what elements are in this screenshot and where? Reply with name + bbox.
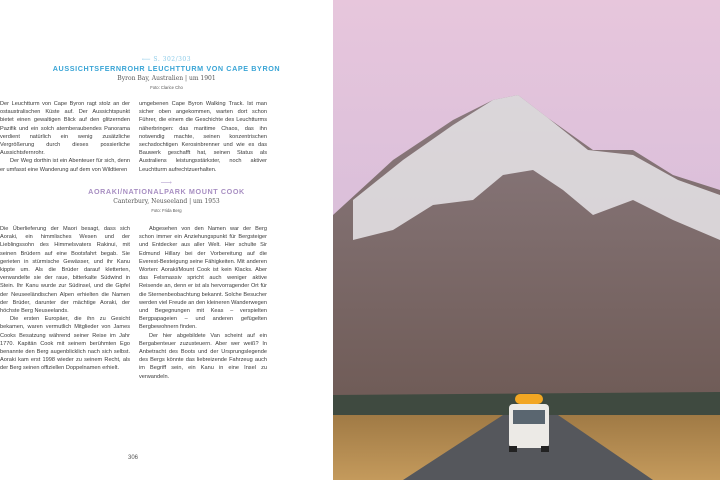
paragraph: Der Weg dorthin ist ein Abenteuer für sich, denn er umfasst eine Wanderung auf dem von Wildtieren bbox=[0, 158, 130, 173]
paragraph: Der hier abgebildete Van scheint auf ein Bergabenteuer zuzusteuern. Aber wer weiß? In Anbetracht des Boots und der Ursprungslegende des Bergs könnte das liebreizende Fahrzeug auch im Begriff sein, ein Kanu in eine Insel zu verwandeln. bbox=[139, 332, 267, 380]
entry-header-mount-cook bbox=[0, 178, 333, 213]
mount-cook-photo bbox=[333, 0, 720, 480]
entry-title: AORAKI/NATIONALPARK MOUNT COOK bbox=[88, 187, 245, 196]
photo-credit: Foto: Clarice Cho bbox=[150, 85, 183, 90]
paragraph: umgebenen Cape Byron Walking Track. Ist man sicher oben angekommen, warten dort schon Führer, die einem die Geschichte des Leuchtturms näherbringen: das maritime Chaos, das ihn notwendig machte, seinen konzentrischen sechsdochtigen Kerosinbrenner und wie es das Bauwerk geschafft hat, seinen Status als Australiens leistungsstärkster, noch aktiver Leuchtturm aufrechtzuerhalten. bbox=[139, 101, 267, 173]
page-number: 306 bbox=[128, 455, 139, 461]
paragraph: Die ersten Europäer, die ihn zu Gesicht bekamen, waren vermutlich Mitglieder von James Cooks Besatzung während seiner Reise im Jahr 1770. Kapitän Cook mit seinem berühmten Ego benannte den Berg augenblicklich nach sich selbst. Aoraki kam erst 1998 wieder zu seinem Recht, als der Berg seinen offiziellen Doppelnamen erhielt. bbox=[0, 316, 130, 372]
text-column-1 bbox=[0, 225, 130, 373]
page-reference: ⟵ S. 302/303 bbox=[141, 56, 192, 63]
entry-location: Canterbury, Neuseeland | um 1953 bbox=[113, 198, 220, 205]
kayak bbox=[515, 394, 543, 404]
photo-credit: Foto: Frida Berg bbox=[151, 208, 182, 213]
paragraph: Der Leuchtturm von Cape Byron ragt stolz an der ostaustralischen Küste auf. Der Aussichtspunkt bietet einen gewaltigen Blick auf den glitzernden Pazifik und ein solch atemberaubendes Panorama verdient natürlich ein wenig zusätzliche Vergrößerung durch dieses possierliche Aussichtsfernrohr. bbox=[0, 101, 130, 157]
text-column-2 bbox=[139, 225, 267, 381]
arrow-right-icon: ⟶ bbox=[160, 178, 173, 187]
entry-title: AUSSICHTSFERNROHR LEUCHTTURM VON CAPE BYRON bbox=[52, 64, 281, 73]
paragraph: Die Überlieferung der Maori besagt, dass sich Aoraki, ein himmlisches Wesen und der Lieblingssohn des Himmelsvaters Rakinui, mit seinen Brüdern auf eine Bootsfahrt begab. Sie gerieten in stürmische Gewässer, und ihr Kanu kippte um. Als die Brüder darauf kletterten, verwandelte sie der raue, bitterkalte Südwind in Stein. Ihr Kanu wurde zur Südinsel, und die Gipfel der Neuseeländischen Alpen erhielten die Namen der Brüder, darunter der mächtige Aoraki, der höchste Berg Neuseelands. bbox=[0, 226, 130, 315]
text-column-1 bbox=[0, 100, 130, 174]
entry-location: Byron Bay, Australien | um 1901 bbox=[117, 75, 216, 82]
paragraph: Abgesehen von den Namen war der Berg schon immer ein Anziehungspunkt für Bergsteiger und Entdecker aus aller Welt. Hier schulte Sir Edmund Hillary bei der Vorbereitung auf die Everest-Besteigung seine Fähigkeiten. Mit anderen Worten: Aoraki/Mount Cook ist kein Klacks. Aber das Felsmassiv spricht auch weniger aktive Reisende an, denn er ist als hervorragender Ort für die Sternenbeobachtung bekannt. Solche Besucher werden viel Freude an den kleineren Wanderwegen und Begegnungen mit Keas – verspielten Bergpapageien – und anderen gefügelten Bergbewohnern finden. bbox=[139, 226, 267, 331]
text-column-2 bbox=[139, 100, 267, 174]
left-page bbox=[0, 0, 333, 480]
entry-header-cape-byron bbox=[0, 56, 333, 90]
